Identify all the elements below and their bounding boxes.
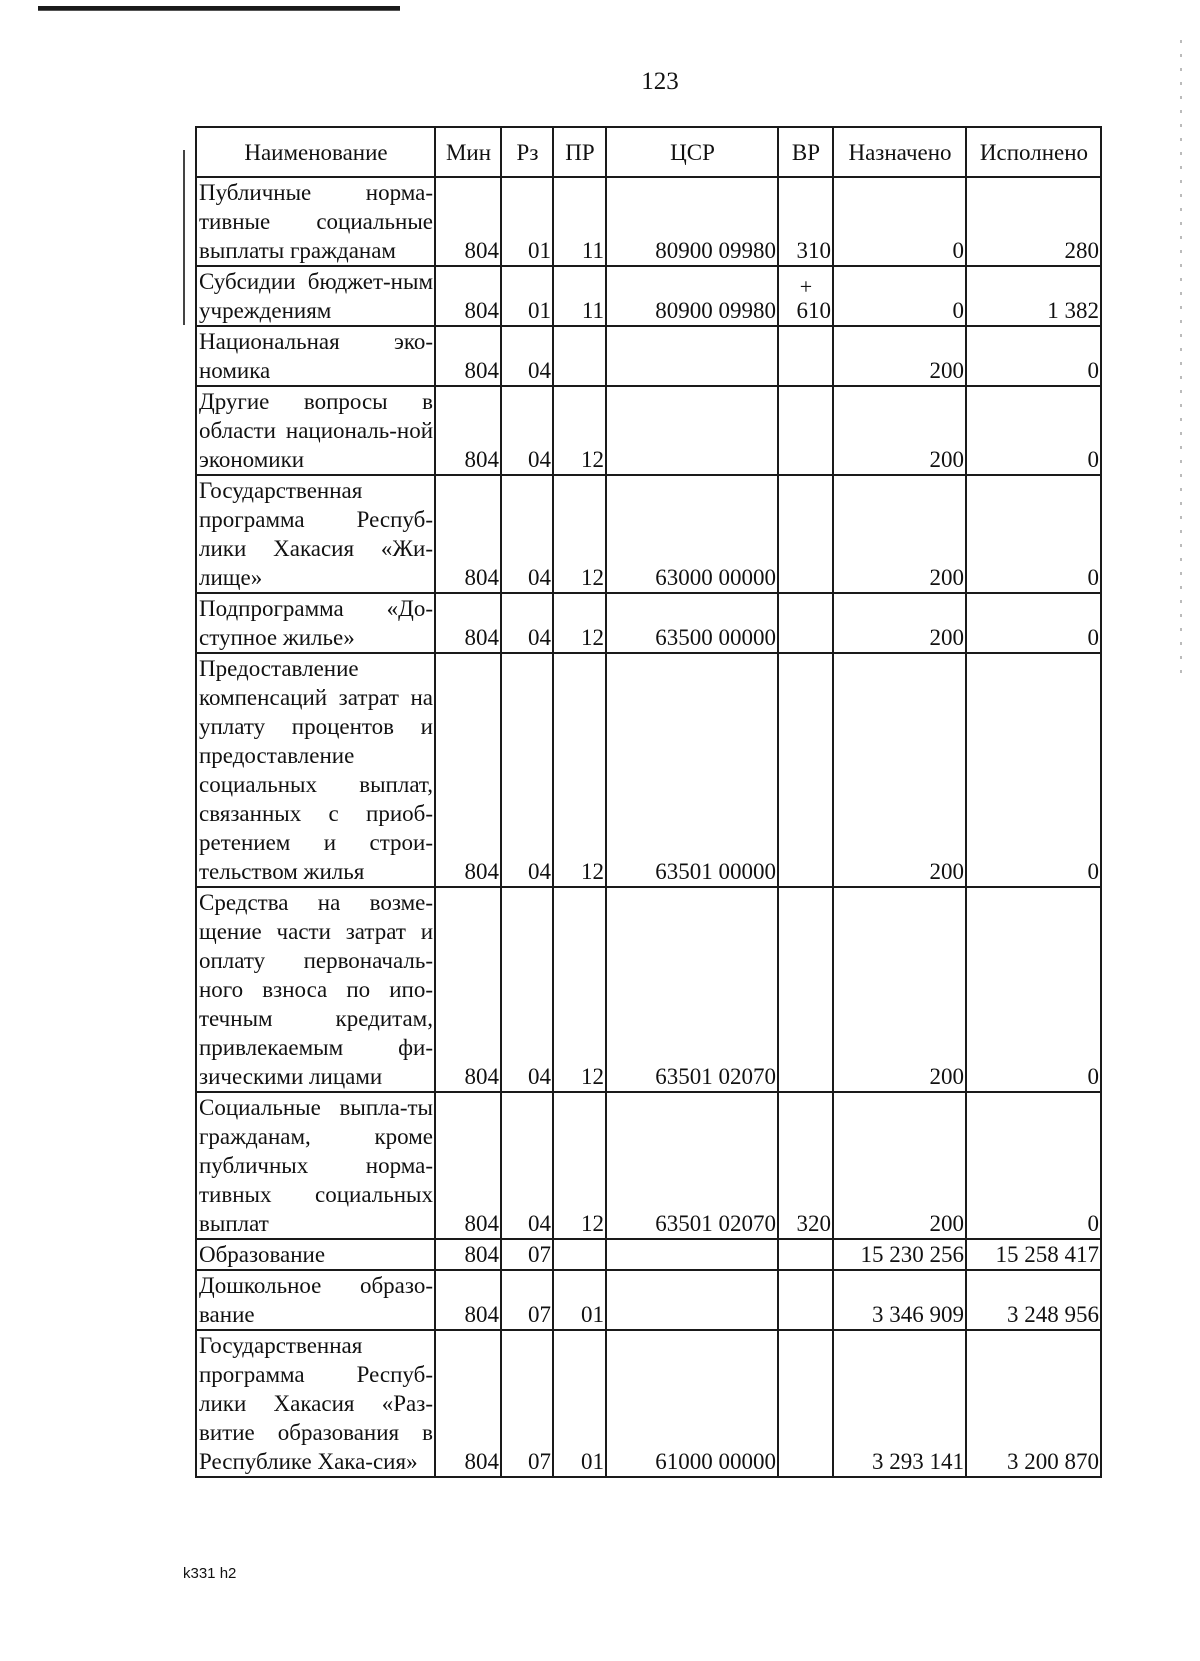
cell-min: 804: [435, 266, 501, 326]
table-row: [196, 1239, 1101, 1270]
cell-pr: 12: [553, 593, 606, 653]
cell-executed: 0: [966, 1092, 1101, 1239]
cell-assigned: 0: [833, 266, 966, 326]
header-min: Мин: [435, 127, 501, 177]
cell-pr: 12: [553, 475, 606, 593]
cell-min: 804: [435, 1239, 501, 1270]
cell-vr: [778, 593, 833, 653]
cell-vr: [778, 266, 833, 326]
cell-rz: 04: [501, 326, 553, 386]
cell-assigned: 200: [833, 475, 966, 593]
cell-csr: [606, 1239, 778, 1270]
cell-vr: [778, 887, 833, 1092]
cell-min: 804: [435, 386, 501, 475]
cell-min: 804: [435, 653, 501, 887]
table-row: [196, 386, 1101, 475]
cell-csr: 63501 02070: [606, 887, 778, 1092]
cell-executed: 3 248 956: [966, 1270, 1101, 1330]
cell-executed: 15 258 417: [966, 1239, 1101, 1270]
cell-csr: [606, 326, 778, 386]
header-csr: ЦСР: [606, 127, 778, 177]
header-executed: Исполнено: [966, 127, 1101, 177]
cell-executed: 3 200 870: [966, 1330, 1101, 1477]
cell-csr: [606, 386, 778, 475]
cell-assigned: 15 230 256: [833, 1239, 966, 1270]
cell-rz: 04: [501, 475, 553, 593]
cell-vr: [778, 475, 833, 593]
cell-name: Другие вопросы в области националь-ной экономики: [196, 386, 435, 475]
table-row: [196, 593, 1101, 653]
cell-name: Государственная программа Респуб-лики Хакасия «Раз-витие образования в Республике Хака-сия»: [196, 1330, 435, 1477]
cell-name: Субсидии бюджет-ным учреждениям: [196, 266, 435, 326]
cell-executed: 0: [966, 887, 1101, 1092]
cell-rz: 07: [501, 1239, 553, 1270]
table-header-row: [196, 127, 1101, 177]
cell-executed: 1 382: [966, 266, 1101, 326]
cell-assigned: 3 293 141: [833, 1330, 966, 1477]
header-rz: Рз: [501, 127, 553, 177]
cell-name: Социальные выпла-ты гражданам, кроме публичных норма-тивных социальных выплат: [196, 1092, 435, 1239]
table-row: [196, 1092, 1101, 1239]
top-rule-thin: [38, 10, 400, 11]
table-row: [196, 266, 1101, 326]
cell-rz: 04: [501, 653, 553, 887]
cell-executed: 0: [966, 386, 1101, 475]
cell-pr: 01: [553, 1270, 606, 1330]
cell-min: 804: [435, 177, 501, 266]
cell-vr: 320: [778, 1092, 833, 1239]
cell-csr: 63501 02070: [606, 1092, 778, 1239]
cell-vr: [778, 386, 833, 475]
cell-assigned: 3 346 909: [833, 1270, 966, 1330]
cell-csr: 63500 00000: [606, 593, 778, 653]
table-body: [196, 177, 1101, 1477]
table-row: [196, 177, 1101, 266]
cell-executed: 0: [966, 475, 1101, 593]
cell-vr: 310: [778, 177, 833, 266]
cell-vr: [778, 1270, 833, 1330]
margin-bracket-mark: [183, 150, 185, 325]
cell-pr: 11: [553, 266, 606, 326]
cell-name: Предоставление компенсаций затрат на уплату процентов и предоставление социальных выплат, связанных с приоб-ретением и строи-тельством жилья: [196, 653, 435, 887]
cell-min: 804: [435, 1330, 501, 1477]
cell-rz: 01: [501, 266, 553, 326]
cell-min: 804: [435, 1092, 501, 1239]
cell-min: 804: [435, 887, 501, 1092]
cell-name: Образование: [196, 1239, 435, 1270]
cell-name: Публичные норма-тивные социальные выплаты гражданам: [196, 177, 435, 266]
cell-pr: 01: [553, 1330, 606, 1477]
cell-vr: [778, 1330, 833, 1477]
table-row: [196, 475, 1101, 593]
cell-rz: 07: [501, 1270, 553, 1330]
cell-csr: 63000 00000: [606, 475, 778, 593]
cell-pr: 12: [553, 887, 606, 1092]
cell-rz: 04: [501, 1092, 553, 1239]
cell-min: 804: [435, 593, 501, 653]
header-pr: ПР: [553, 127, 606, 177]
cell-min: 804: [435, 326, 501, 386]
header-assigned: Назначено: [833, 127, 966, 177]
cell-rz: 04: [501, 593, 553, 653]
table-row: [196, 653, 1101, 887]
cell-csr: 80900 09980: [606, 177, 778, 266]
cell-assigned: 200: [833, 386, 966, 475]
cell-executed: 0: [966, 593, 1101, 653]
cell-pr: 12: [553, 653, 606, 887]
header-vr: ВР: [778, 127, 833, 177]
cell-name: Национальная эко-номика: [196, 326, 435, 386]
cell-pr: 11: [553, 177, 606, 266]
cell-assigned: 200: [833, 887, 966, 1092]
cell-vr: [778, 326, 833, 386]
cell-pr: [553, 326, 606, 386]
cell-assigned: 0: [833, 177, 966, 266]
cell-csr: [606, 1270, 778, 1330]
cell-rz: 01: [501, 177, 553, 266]
footer-code: k331 h2: [183, 1565, 237, 1582]
table-row: [196, 887, 1101, 1092]
table-row: [196, 1330, 1101, 1477]
cell-vr-value: 610: [796, 298, 831, 323]
page-number: 123: [641, 68, 679, 95]
cell-assigned: 200: [833, 326, 966, 386]
cell-rz: 07: [501, 1330, 553, 1477]
cell-assigned: 200: [833, 1092, 966, 1239]
table-row: [196, 1270, 1101, 1330]
cell-csr: 63501 00000: [606, 653, 778, 887]
cell-vr: [778, 1239, 833, 1270]
cell-executed: 280: [966, 177, 1101, 266]
budget-table: [195, 126, 1102, 1478]
cell-pr: 12: [553, 1092, 606, 1239]
scan-edge-marks: [1180, 40, 1182, 680]
header-name: Наименование: [196, 127, 435, 177]
cell-csr: 80900 09980: [606, 266, 778, 326]
cell-name: Подпрограмма «До-ступное жилье»: [196, 593, 435, 653]
cell-executed: 0: [966, 653, 1101, 887]
cell-pr: 12: [553, 386, 606, 475]
cell-name: Государственная программа Респуб-лики Хакасия «Жи-лище»: [196, 475, 435, 593]
cell-assigned: 200: [833, 593, 966, 653]
cell-vr: [778, 653, 833, 887]
cell-executed: 0: [966, 326, 1101, 386]
cell-rz: 04: [501, 887, 553, 1092]
cell-min: 804: [435, 475, 501, 593]
cell-name: Средства на возме-щение части затрат и оплату первоначаль-ного взноса по ипо-течным кредитам, привлекаемым фи-зическими лицами: [196, 887, 435, 1092]
cell-min: 804: [435, 1270, 501, 1330]
cell-csr: 61000 00000: [606, 1330, 778, 1477]
handwritten-mark: +: [799, 274, 813, 299]
table-row: [196, 326, 1101, 386]
cell-rz: 04: [501, 386, 553, 475]
cell-assigned: 200: [833, 653, 966, 887]
cell-name: Дошкольное образо-вание: [196, 1270, 435, 1330]
cell-pr: [553, 1239, 606, 1270]
